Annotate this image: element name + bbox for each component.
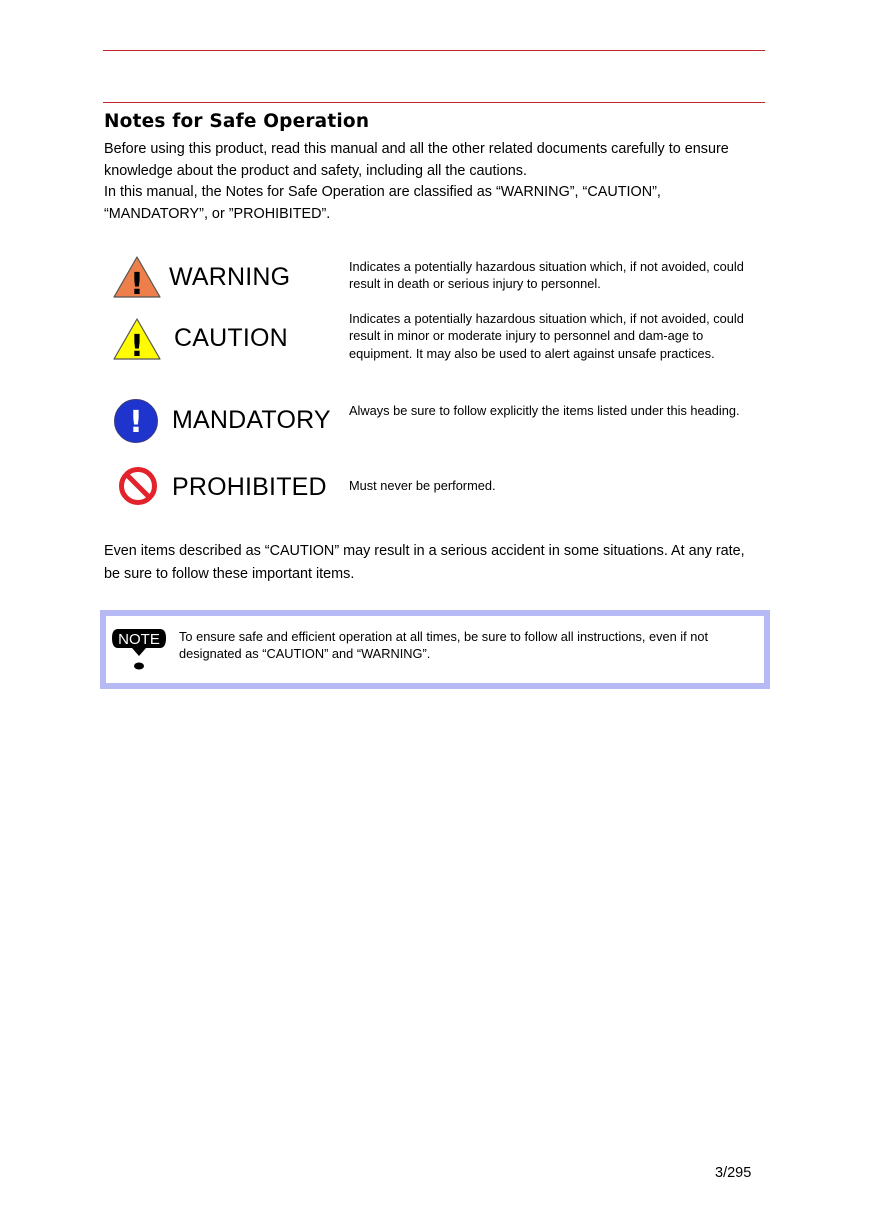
mandatory-description: Always be sure to follow explicitly the items listed under this heading. — [349, 403, 740, 418]
intro-paragraph-1: Before using this product, read this manual and all the other related documents carefully to ensure knowledge about the product and safety, including all the cautions. — [104, 141, 729, 179]
header-rule-top — [103, 50, 765, 51]
symbol-row-caution — [0, 310, 869, 382]
caution-triangle-icon — [112, 316, 162, 362]
section-title: Notes for Safe Operation — [104, 111, 370, 132]
warning-label: WARNING — [169, 263, 291, 291]
intro-paragraph-2: In this manual, the Notes for Safe Operation are classified as “WARNING”, “CAUTION”, “MANDATORY”, or ”PROHIBITED”. — [104, 184, 661, 222]
page-number: 3/295 — [715, 1165, 752, 1181]
mandatory-label: MANDATORY — [172, 406, 331, 434]
note-box — [100, 610, 770, 689]
closing-paragraph: Even items described as “CAUTION” may result in a serious accident in some situations. At any rate, be sure to follow these important items. — [104, 543, 745, 582]
symbol-row-mandatory — [0, 396, 869, 446]
note-text: To ensure safe and efficient operation at all times, be sure to follow all instructions, even if not designated as “CAUTION” and “WARNING”. — [179, 629, 708, 662]
intro-text — [104, 139, 764, 225]
warning-description: Indicates a potentially hazardous situation which, if not avoided, could result in death or serious injury to personnel. — [349, 259, 744, 292]
symbol-row-prohibited — [0, 464, 869, 510]
prohibited-sign-icon — [118, 466, 158, 506]
mandatory-glyph: ! — [129, 405, 143, 440]
note-icon-label: NOTE — [118, 631, 160, 648]
warning-triangle-icon — [112, 254, 162, 300]
symbol-row-warning — [0, 252, 869, 302]
prohibited-description: Must never be performed. — [349, 478, 496, 493]
prohibited-label: PROHIBITED — [172, 473, 327, 501]
caution-label: CAUTION — [174, 324, 288, 352]
mandatory-circle-icon — [113, 398, 159, 444]
warning-glyph: ! — [130, 267, 144, 300]
caution-glyph: ! — [130, 329, 144, 362]
note-icon — [110, 626, 168, 674]
caution-description: Indicates a potentially hazardous situation which, if not avoided, could result in minor or moderate injury to personnel and dam-age to equipment. It may also be used to alert against unsafe practices. — [349, 311, 744, 361]
header-rule-bottom — [103, 102, 765, 103]
note-box-inner — [106, 616, 764, 683]
